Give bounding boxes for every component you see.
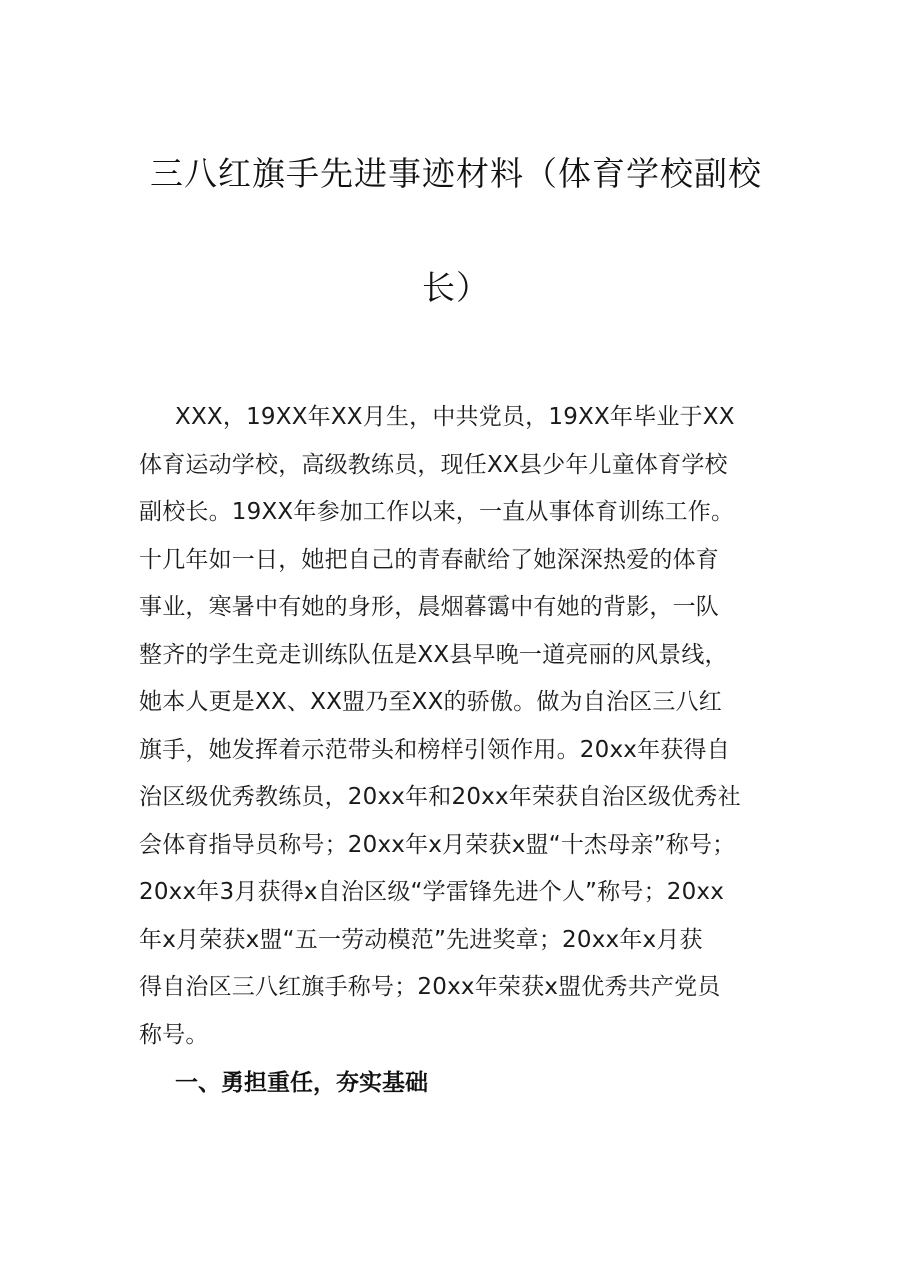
paragraph-line: 十几年如一日，她把自己的青春献给了她深深热爱的体育 [139, 546, 719, 573]
paragraph-line: 20xx年3月获得x自治区级“学雷锋先进个人”称号；20xx [139, 879, 725, 905]
document-title-line-1: 三八红旗手先进事迹材料（体育学校副校 [150, 154, 762, 193]
paragraph-line: XXX，19XX年XX月生，中共党员，19XX年毕业于XX [175, 404, 735, 430]
paragraph-line: 她本人更是XX、XX盟乃至XX的骄傲。做为自治区三八红 [139, 689, 722, 715]
paragraph-line: 会体育指导员称号；20xx年x月荣获x盟“十杰母亲”称号； [139, 831, 736, 858]
body-paragraph [139, 394, 779, 1059]
paragraph-line: 副校长。19XX年参加工作以来，一直从事体育训练工作。 [139, 499, 735, 525]
paragraph-line: 年x月荣获x盟“五一劳动模范”先进奖章；20xx年x月获 [139, 926, 703, 953]
paragraph-line: 称号。 [139, 1021, 209, 1048]
paragraph-line: 得自治区三八红旗手称号；20xx年荣获x盟优秀共产党员 [139, 974, 721, 1000]
paragraph-line: 旗手，她发挥着示范带头和榜样引领作用。20xx年获得自 [139, 736, 730, 763]
document-title-line-2: 长） [422, 268, 490, 307]
paragraph-line: 体育运动学校，高级教练员，现任XX县少年儿童体育学校 [139, 451, 728, 478]
paragraph-line: 治区级优秀教练员，20xx年和20xx年荣获自治区级优秀社 [139, 784, 741, 810]
paragraph-line: 整齐的学生竞走训练队伍是XX县早晚一道亮丽的风景线， [139, 641, 728, 668]
paragraph-line: 事业，寒暑中有她的身形，晨烟暮霭中有她的背影，一队 [139, 594, 719, 620]
section-heading: 一、勇担重任，夯实基础 [175, 1070, 428, 1096]
